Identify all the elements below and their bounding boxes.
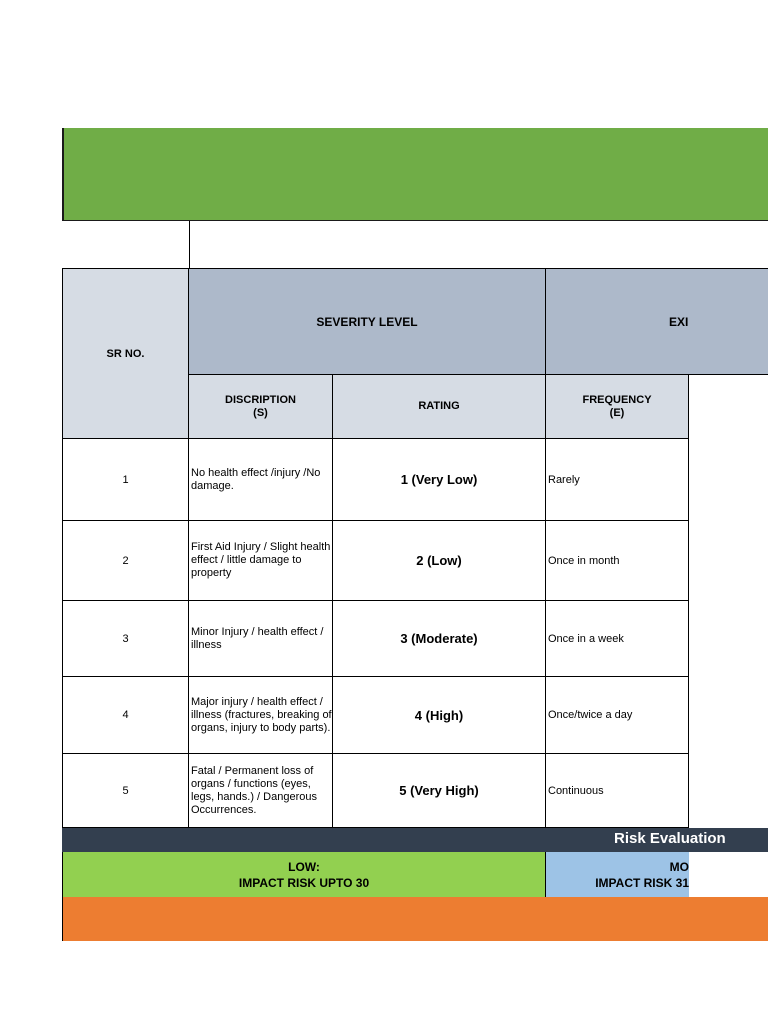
row-number: 5: [62, 754, 189, 828]
exposure-header: EXI: [546, 268, 768, 375]
row-rating: 4 (High): [333, 677, 546, 754]
frequency-header: FREQUENCY (E): [546, 375, 689, 439]
row-number: 1: [62, 439, 189, 521]
blank-header-cell: [189, 221, 689, 268]
row-number: 4: [62, 677, 189, 754]
title-banner: [62, 128, 768, 221]
row-frequency: Rarely: [546, 439, 689, 521]
sr-no-header: SR NO.: [62, 268, 189, 439]
row-description: Major injury / health effect / illness (fractures, breaking of organs, injury to body parts).: [189, 677, 333, 754]
row-rating: 5 (Very High): [333, 754, 546, 828]
description-header: DISCRIPTION (S): [189, 375, 333, 439]
row-number: 2: [62, 521, 189, 601]
row-frequency: Once in a week: [546, 601, 689, 677]
risk-evaluation-title: Risk Evaluation: [614, 830, 726, 847]
risk-evaluation-bar: [62, 828, 768, 852]
low-risk-range: IMPACT RISK UPTO 30: [238, 875, 370, 890]
row-rating: 3 (Moderate): [333, 601, 546, 677]
moderate-risk-label: MO: [669, 859, 689, 874]
row-frequency: Once in month: [546, 521, 689, 601]
orange-footer-band: [62, 897, 768, 941]
low-risk-label: LOW:: [288, 859, 320, 874]
low-risk-cell: [62, 852, 546, 897]
row-description: Fatal / Permanent loss of organs / functions (eyes, legs, hands.) / Dangerous Occurrences.: [189, 754, 333, 828]
row-description: First Aid Injury / Slight health effect / little damage to property: [189, 521, 333, 601]
row-description: No health effect /injury /No damage.: [189, 439, 333, 521]
row-frequency: Continuous: [546, 754, 689, 828]
severity-level-header: SEVERITY LEVEL: [189, 268, 546, 375]
row-number: 3: [62, 601, 189, 677]
row-rating: 2 (Low): [333, 521, 546, 601]
row-description: Minor Injury / health effect / illness: [189, 601, 333, 677]
row-rating: 1 (Very Low): [333, 439, 546, 521]
moderate-risk-cell: [546, 852, 689, 897]
rating-header: RATING: [333, 375, 546, 439]
moderate-risk-range: IMPACT RISK 31: [595, 875, 689, 890]
row-frequency: Once/twice a day: [546, 677, 689, 754]
